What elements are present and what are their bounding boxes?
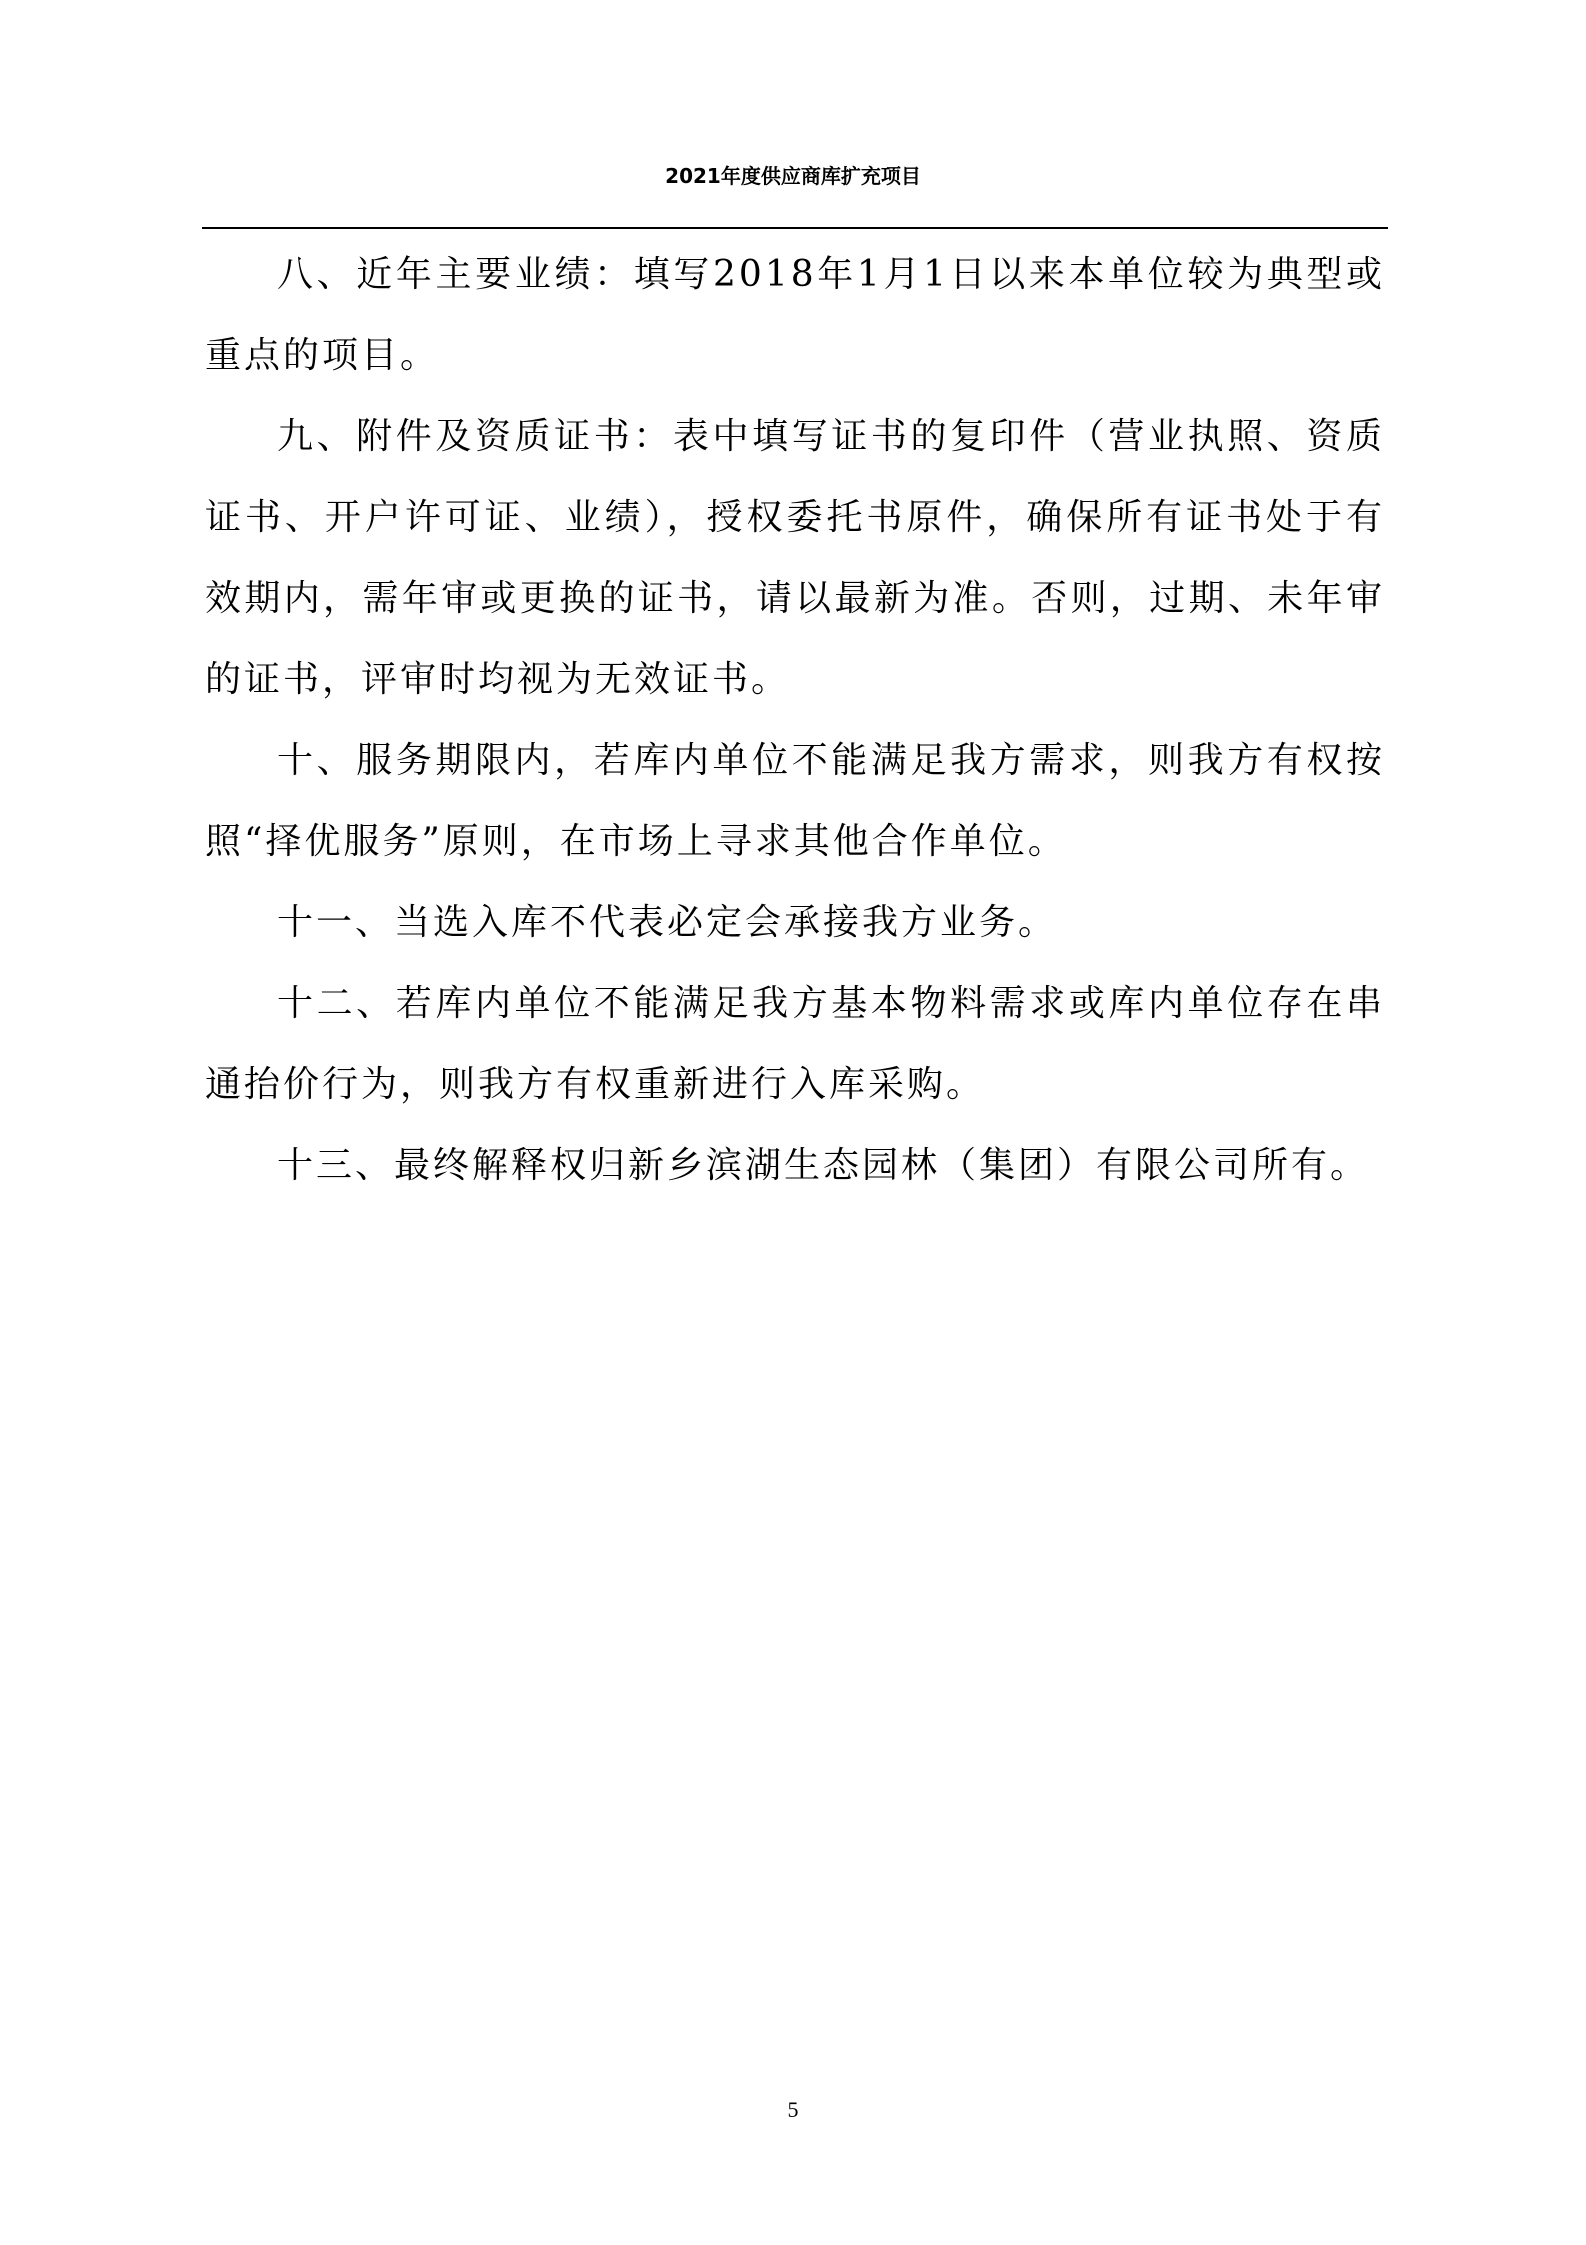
document-body [205, 234, 1385, 1206]
paragraph-11-selection-notice: 十一、当选入库不代表必定会承接我方业务。 [277, 902, 1058, 943]
paragraph-8-recent-performance: 八、近年主要业绩：填写2018年1月1日以来本单位较为典型或重点的项目。 [205, 254, 1385, 376]
header-divider [202, 227, 1388, 229]
page-header-title: 2021年度供应商库扩充项目 [665, 164, 921, 188]
paragraph-12-repurchase: 十二、若库内单位不能满足我方基本物料需求或库内单位存在串通抬价行为，则我方有权重新进行入库采购。 [205, 983, 1385, 1105]
paragraph-13-interpretation-right: 十三、最终解释权归新乡滨湖生态园林（集团）有限公司所有。 [277, 1145, 1370, 1186]
paragraph-10-service-period: 十、服务期限内，若库内单位不能满足我方需求，则我方有权按照“择优服务”原则，在市场上寻求其他合作单位。 [205, 740, 1385, 862]
paragraph-9-attachments-certificates: 九、附件及资质证书：表中填写证书的复印件（营业执照、资质证书、开户许可证、业绩），授权委托书原件，确保所有证书处于有效期内，需年审或更换的证书，请以最新为准。否则，过期、未年审的证书，评审时均视为无效证书。 [205, 416, 1385, 700]
page-number: 5 [787, 2097, 799, 2122]
